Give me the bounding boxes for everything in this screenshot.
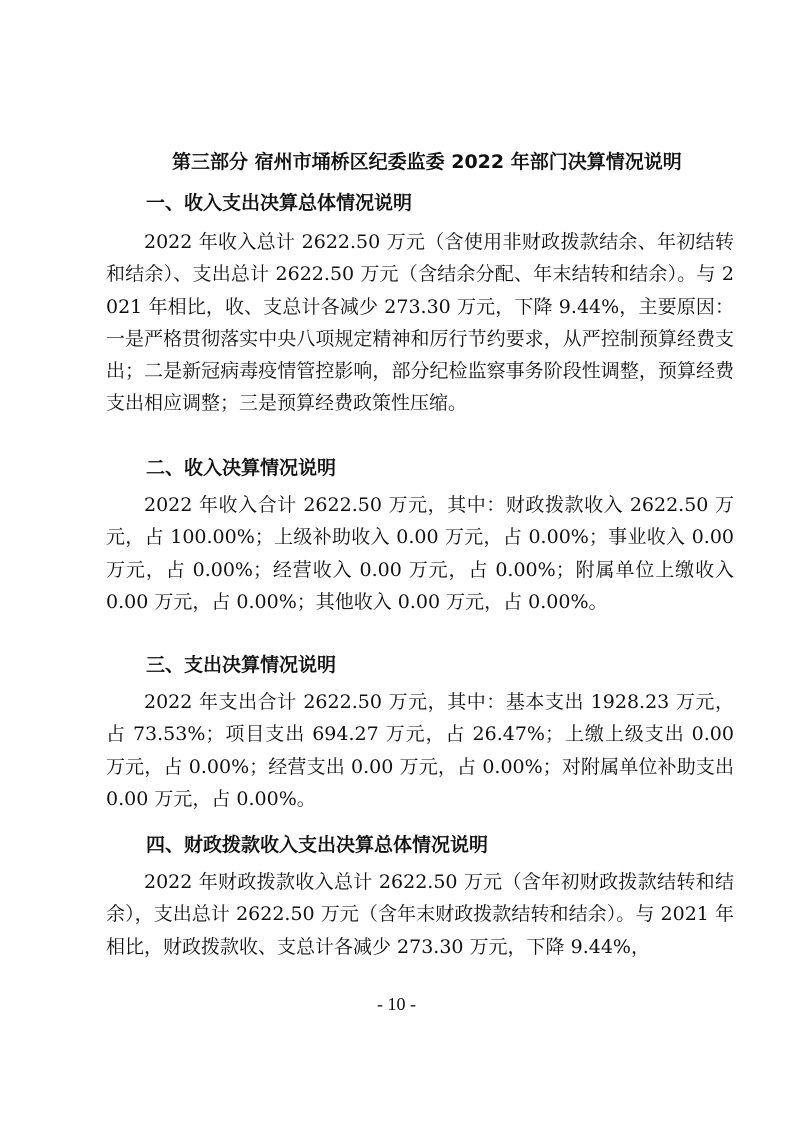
page-number: - 10 -: [377, 994, 416, 1014]
section-heading-1: 一、收入支出决算总体情况说明: [146, 192, 413, 214]
section-heading-4: 四、财政拨款收入支出决算总体情况说明: [146, 834, 489, 856]
section-heading-3: 三、支出决算情况说明: [146, 654, 337, 676]
section-paragraph-4: 2022 年财政拨款收入总计 2622.50 万元（含年初财政拨款结转和结余），支出总计 2622.50 万元（含年末财政拨款结转和结余）。与 2021 年相比，财政拨款收、支总计各减少 273.30 万元，下降 9.44%，: [106, 871, 734, 958]
section-paragraph-1: 2022 年收入总计 2622.50 万元（含使用非财政拨款结余、年初结转和结余）、支出总计 2622.50 万元（含结余分配、年末结转和结余）。与 2021 年相比，收、支总计各减少 273.30 万元，下降 9.44%，主要原因：一是严格贯彻落实中央八项规定精神和厉行节约要求，从严控制预算经费支出；二是新冠病毒疫情管控影响，部分纪检监察事务阶段性调整，预算经费支出相应调整；三是预算经费政策性压缩。: [106, 231, 734, 415]
section-heading-2: 二、收入决算情况说明: [146, 457, 337, 479]
section-paragraph-3: 2022 年支出合计 2622.50 万元，其中：基本支出 1928.23 万元，占 73.53%；项目支出 694.27 万元，占 26.47%；上缴上级支出 0.00 万元，占 0.00%；经营支出 0.00 万元，占 0.00%；对附属单位补助支出 0.00 万元，占 0.00%。: [106, 691, 734, 810]
document-title: 第三部分 宿州市埇桥区纪委监委 2022 年部门决算情况说明: [172, 151, 682, 173]
section-paragraph-2: 2022 年收入合计 2622.50 万元，其中：财政拨款收入 2622.50 万元，占 100.00%；上级补助收入 0.00 万元，占 0.00%；事业收入 0.00 万元，占 0.00%；经营收入 0.00 万元，占 0.00%；附属单位上缴收入 0.00 万元，占 0.00%；其他收入 0.00 万元，占 0.00%。: [106, 494, 734, 613]
